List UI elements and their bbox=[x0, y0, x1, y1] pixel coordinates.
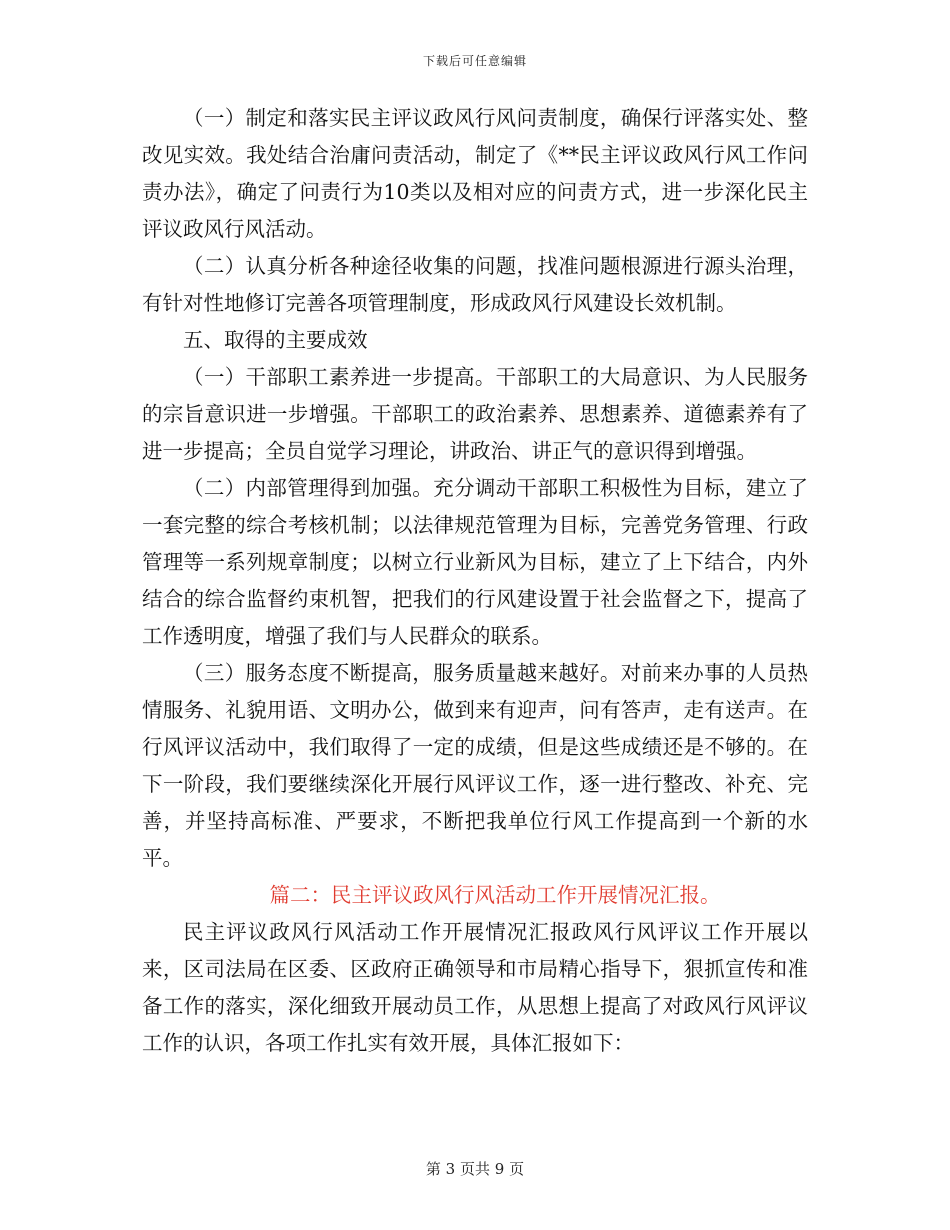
paragraph-accountability-system: （一）制定和落实民主评议政风行风问责制度，确保行评落实处、整改见实效。我处结合治庸问责活动，制定了《**民主评议政风行风工作问责办法》，确定了问责行为10类以及相对应的问责方式，进一步深化民主评议政风行风活动。 bbox=[142, 106, 808, 241]
paragraph-service-attitude: （三）服务态度不断提高，服务质量越来越好。对前来办事的人员热情服务、礼貌用语、文明办公，做到来有迎声，问有答声，走有送声。在行风评议活动中，我们取得了一定的成绩，但是这些成绩还是不够的。在下一阶段，我们要继续深化开展行风评议工作，逐一进行整改、补充、完善，并坚持高标准、严要求，不断把我单位行风工作提高到一个新的水平。 bbox=[142, 661, 808, 870]
document-body bbox=[142, 100, 808, 1062]
paragraph-internal-management: （二）内部管理得到加强。充分调动干部职工积极性为目标，建立了一套完整的综合考核机制；以法律规范管理为目标，完善党务管理、行政管理等一系列规章制度；以树立行业新风为目标，建立了上下结合，内外结合的综合监督约束机智，把我们的行风建设置于社会监督之下，提高了工作透明度，增强了我们与人民群众的联系。 bbox=[142, 476, 808, 648]
paragraph-staff-quality: （一）干部职工素养进一步提高。干部职工的大局意识、为人民服务的宗旨意识进一步增强。干部职工的政治素养、思想素养、道德素养有了进一步提高；全员自觉学习理论，讲政治、讲正气的意识得到增强。 bbox=[142, 365, 808, 463]
chapter-heading-part-two: 篇二：民主评议政风行风活动工作开展情况汇报。 bbox=[269, 883, 721, 907]
paragraph-report-intro: 民主评议政风行风活动工作开展情况汇报政风行风评议工作开展以来，区司法局在区委、区政府正确领导和市局精心指导下，狠抓宣传和准备工作的落实，深化细致开展动员工作，从思想上提高了对政风行风评议工作的认识，各项工作扎实有效开展，具体汇报如下： bbox=[142, 920, 808, 1055]
paragraph-problem-analysis: （二）认真分析各种途径收集的问题，找准问题根源进行源头治理，有针对性地修订完善各项管理制度，形成政风行风建设长效机制。 bbox=[142, 254, 808, 315]
page-header: 下载后可任意编辑 bbox=[422, 54, 527, 68]
page-number-footer: 第 3 页共 9 页 bbox=[425, 1160, 525, 1178]
section-title-main-results: 五、取得的主要成效 bbox=[183, 328, 368, 352]
